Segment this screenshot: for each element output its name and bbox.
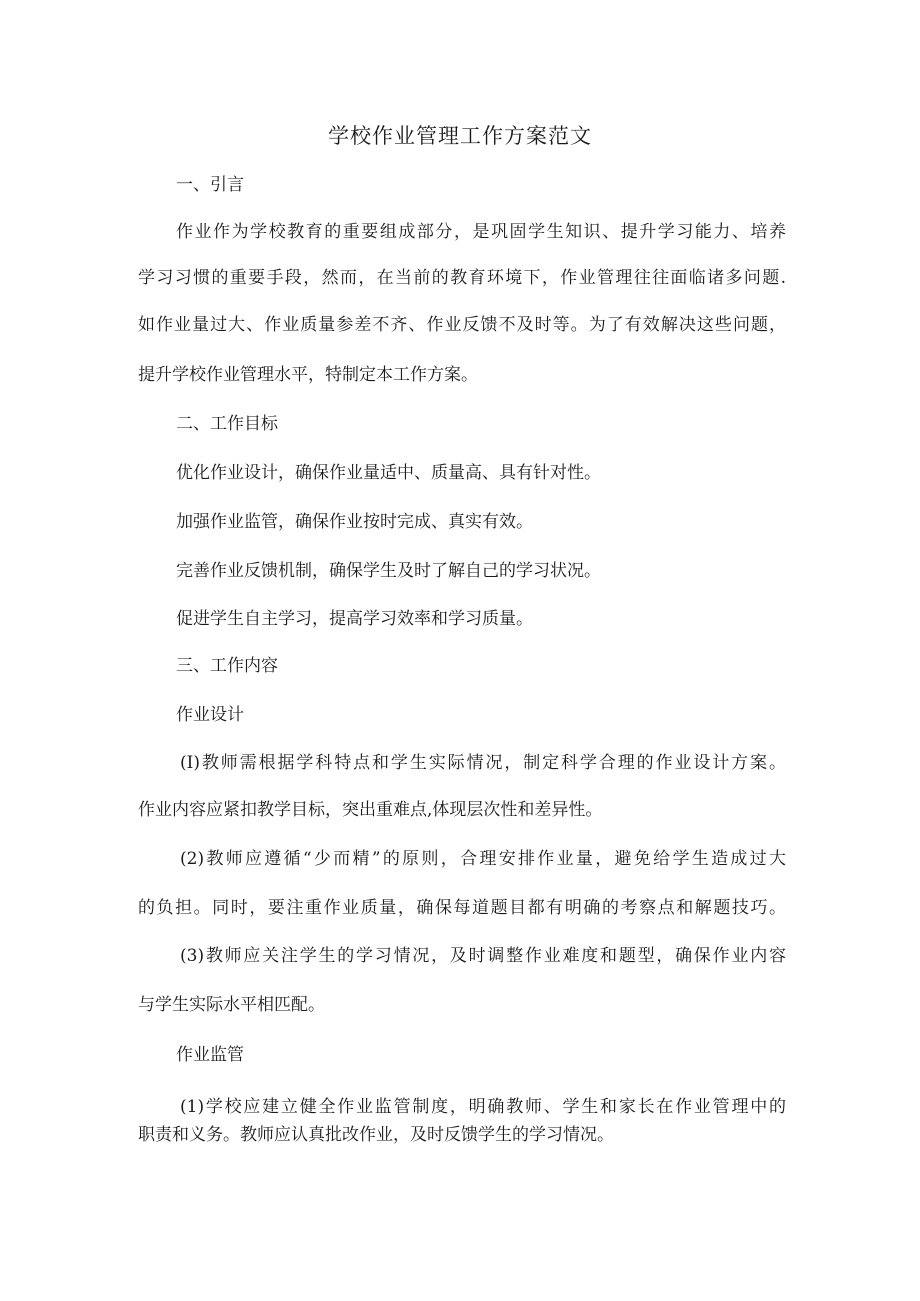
heading-introduction: 一、引言 — [176, 175, 244, 195]
paragraph-line: 作业内容应紧扣教学目标，突出重难点,体现层次性和差异性。 — [138, 800, 603, 820]
paragraph-line: (I)教师需根据学科特点和学生实际情况，制定科学合理的作业设计方案。 — [180, 753, 786, 773]
subheading-homework-design: 作业设计 — [176, 705, 244, 725]
document-title: 学校作业管理工作方案范文 — [328, 124, 592, 148]
heading-work-content: 三、工作内容 — [176, 656, 278, 676]
paragraph-line: (1)学校应建立健全作业监管制度，明确教师、学生和家长在作业管理中的 — [180, 1097, 786, 1117]
paragraph-line: 作业作为学校教育的重要组成部分，是巩固学生知识、提升学习能力、培养 — [176, 222, 786, 242]
goal-item: 加强作业监管，确保作业按时完成、真实有效。 — [176, 512, 533, 532]
paragraph-line: 如作业量过大、作业质量参差不齐、作业反馈不及时等。为了有效解决这些问题， — [138, 315, 786, 335]
paragraph-line: 提升学校作业管理水平，特制定本工作方案。 — [138, 365, 478, 385]
heading-work-goals: 二、工作目标 — [176, 414, 278, 434]
paragraph-line: (2)教师应遵循“少而精”的原则，合理安排作业量，避免给学生造成过大 — [180, 849, 786, 869]
paragraph-line: (3)教师应关注学生的学习情况，及时调整作业难度和题型，确保作业内容 — [180, 946, 786, 966]
paragraph-line: 的负担。同时，要注重作业质量，确保每道题目都有明确的考察点和解题技巧。 — [138, 898, 786, 918]
paragraph-line: 职责和义务。教师应认真批改作业，及时反馈学生的学习情况。 — [138, 1125, 614, 1145]
goal-item: 完善作业反馈机制，确保学生及时了解自己的学习状况。 — [176, 561, 601, 581]
goal-item: 促进学生自主学习，提高学习效率和学习质量。 — [176, 609, 533, 629]
goal-item: 优化作业设计，确保作业量适中、质量高、具有针对性。 — [176, 463, 601, 483]
paragraph-line: 与学生实际水平相匹配。 — [138, 995, 325, 1015]
subheading-homework-supervision: 作业监管 — [176, 1045, 244, 1065]
paragraph-line: 学习习惯的重要手段，然而，在当前的教育环境下，作业管理往往面临诸多问题. — [138, 268, 786, 288]
